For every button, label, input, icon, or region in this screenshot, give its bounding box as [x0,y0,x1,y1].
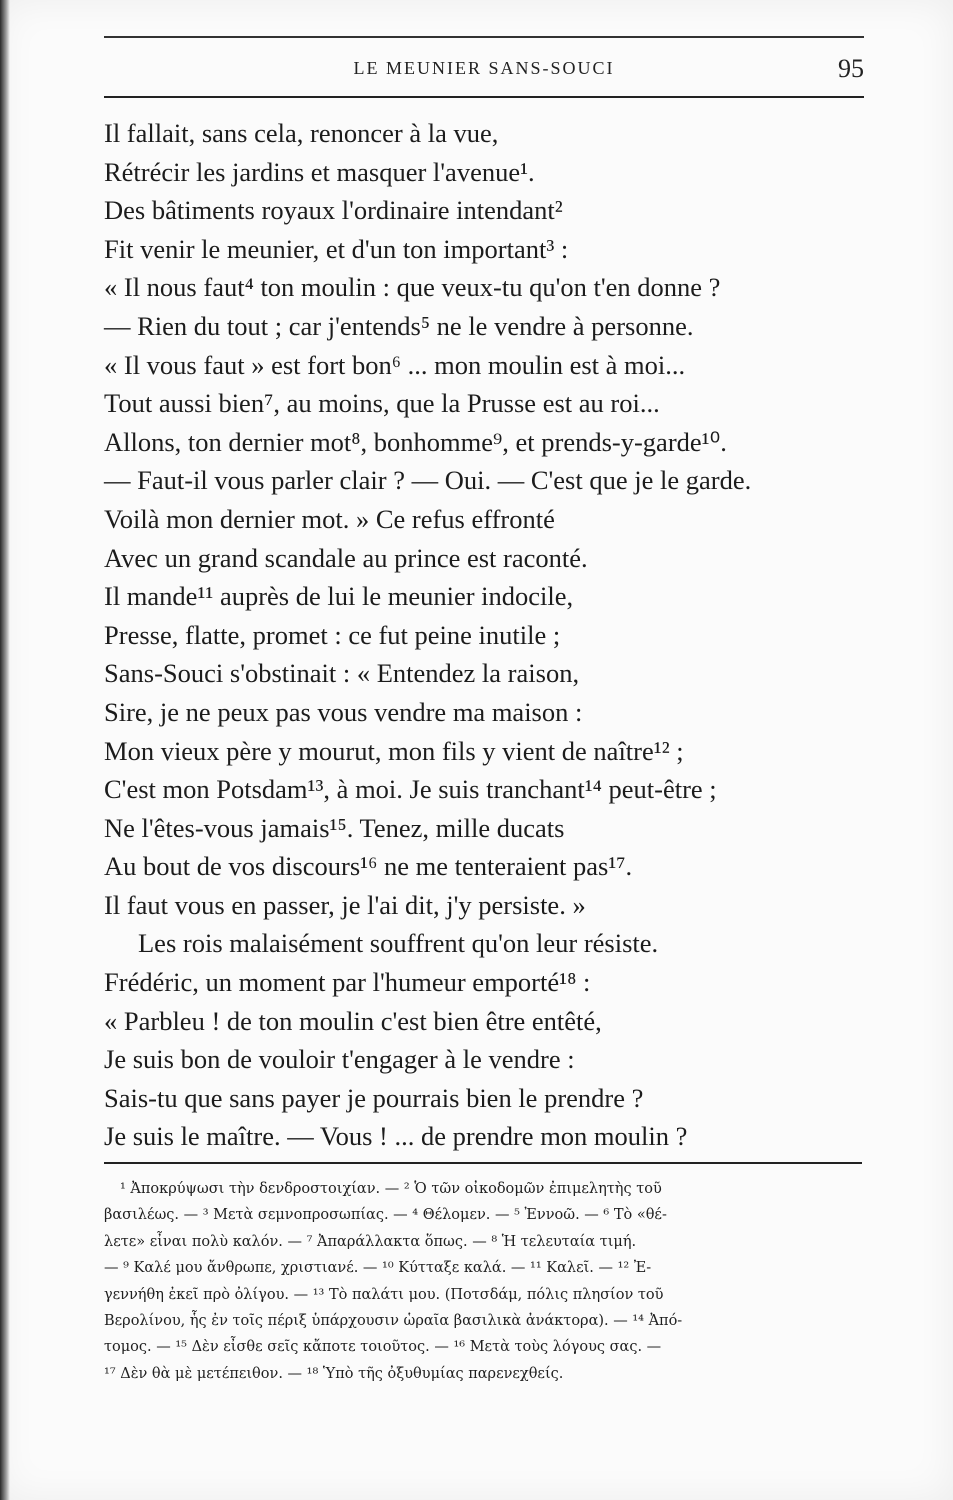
footnote-rule [104,1162,862,1164]
verse-line: Presse, flatte, promet : ce fut peine inutile ; [104,619,561,650]
verse-line: Voilà mon dernier mot. » Ce refus effronté [104,503,555,534]
header-rule [104,96,864,98]
footnotes [104,1176,856,1387]
footnote-line: βασιλέως. — ³ Μετὰ σεμνοπροσωπίας. — ⁴ Θέλομεν. — ⁵ Ἐννοῶ. — ⁶ Τὸ «θέ- [104,1207,667,1224]
footnote-line: Βερολίνου, ἧς ἐν τοῖς πέριξ ὑπάρχουσιν ὡραῖα βασιλικὰ ἀνάκτορα). — ¹⁴ Ἀπό- [104,1312,683,1329]
verse-line: Sire, je ne peux pas vous vendre ma maison : [104,696,583,727]
verse-line: Avec un grand scandale au prince est raconté. [104,542,588,573]
verse-line: Je suis bon de vouloir t'engager à le vendre : [104,1044,575,1075]
verse-line: « Il nous faut⁴ ton moulin : que veux-tu qu'on t'en donne ? [104,272,721,303]
verse-line: Je suis le maître. — Vous ! ... de prendre mon moulin ? [104,1121,688,1152]
verse-line: Il mande¹¹ auprès de lui le meunier indocile, [104,581,574,612]
verse-line: Allons, ton dernier mot⁸, bonhomme⁹, et prends-y-garde¹⁰. [104,426,727,457]
verse-line: Au bout de vos discours¹⁶ ne me tenteraient pas¹⁷. [104,851,633,882]
verse-line: Frédéric, un moment par l'humeur emporté¹⁸ : [104,967,591,998]
verse-line: « Parbleu ! de ton moulin c'est bien être entêté, [104,1005,602,1036]
verse-line: Fit venir le meunier, et d'un ton important³ : [104,233,569,264]
verse-line: C'est mon Potsdam¹³, à moi. Je suis tranchant¹⁴ peut-être ; [104,774,717,805]
verse-line: Tout aussi bien⁷, au moins, que la Prusse est au roi... [104,388,660,419]
verse-line: « Il vous faut » est fort bon⁶ ... mon moulin est à moi... [104,349,686,380]
running-title: LE MEUNIER SANS-SOUCI [353,58,615,78]
verse-line: Mon vieux père y mourut, mon fils y vient de naître¹² ; [104,735,684,766]
verse-line: Rétrécir les jardins et masquer l'avenue¹. [104,156,535,187]
page-gutter-shadow [0,0,10,1500]
footnote-line: τομος. — ¹⁵ Δὲν εἶσθε σεῖς κἄποτε τοιοῦτος. — ¹⁶ Μετὰ τοὺς λόγους σας. — [104,1339,662,1356]
verse-line: Il fallait, sans cela, renoncer à la vue, [104,118,499,148]
footnote-line: ¹⁷ Δὲν θὰ μὲ μετέπειθον. — ¹⁸ Ὑπὸ τῆς ὀξυθυμίας παρενεχθείς. [104,1365,564,1382]
verse-line: Ne l'êtes-vous jamais¹⁵. Tenez, mille ducats [104,812,565,843]
verse-line: Sans-Souci s'obstinait : « Entendez la raison, [104,658,580,689]
verse-line: Des bâtiments royaux l'ordinaire intendant² [104,195,563,226]
verse-line: — Faut-il vous parler clair ? — Oui. — C'est que je le garde. [104,465,752,496]
page-number: 95 [838,54,864,83]
footnote-line: ¹ Ἀποκρύψωσι τὴν δενδροστοιχίαν. — ² Ὁ τῶν οἰκοδομῶν ἐπιμελητὴς τοῦ [120,1181,662,1197]
verse-line: Les rois malaisément souffrent qu'on leur résiste. [138,928,659,959]
verse-line: — Rien du tout ; car j'entends⁵ ne le vendre à personne. [104,310,694,341]
footnote-line: λετε» εἶναι πολὺ καλόν. — ⁷ Ἀπαράλλακτα ὅπως. — ⁸ Ἡ τελευταία τιμή. [104,1233,637,1250]
footnote-line: — ⁹ Καλέ μου ἄνθρωπε, χριστιανέ. — ¹⁰ Κύτταξε καλά. — ¹¹ Καλεῖ. — ¹² Ἐ- [104,1260,652,1277]
verse-text [104,114,864,1156]
page-header [104,54,864,94]
footnote-line: γεννήθη ἐκεῖ πρὸ ὀλίγου. — ¹³ Τὸ παλάτι μου. (Ποτσδάμ, πόλις πλησίον τοῦ [104,1286,664,1303]
top-rule [104,36,864,38]
verse-line: Sais-tu que sans payer je pourrais bien le prendre ? [104,1082,644,1113]
verse-line: Il faut vous en passer, je l'ai dit, j'y persiste. » [104,889,586,920]
